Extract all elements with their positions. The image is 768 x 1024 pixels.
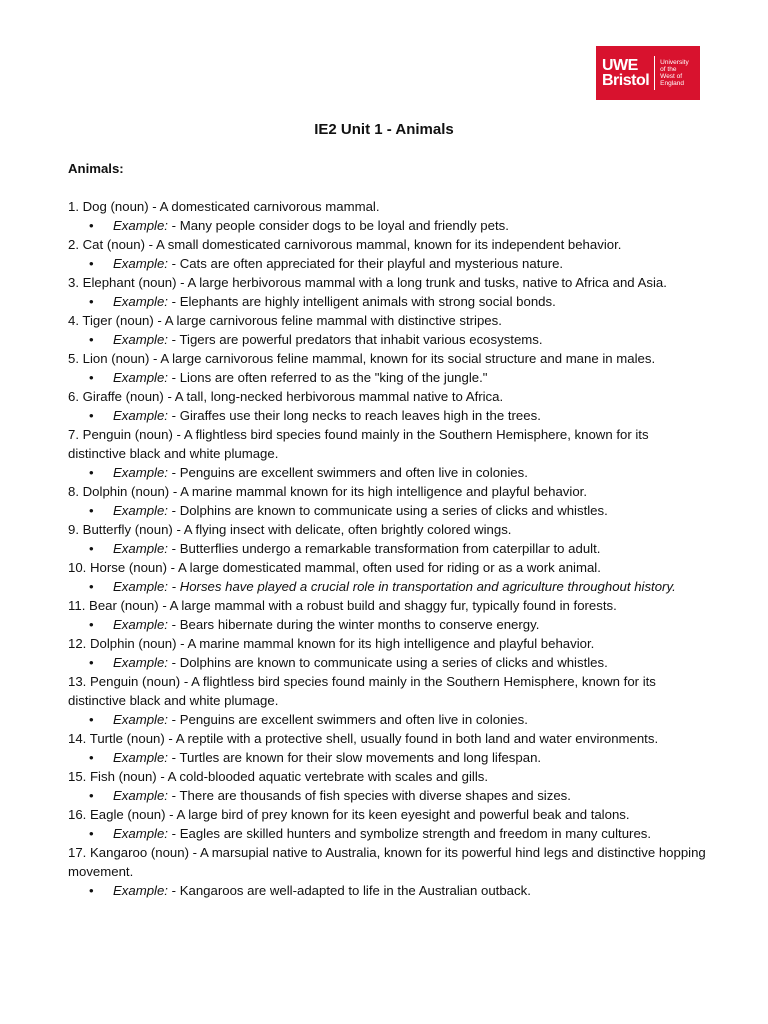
example-text: - Dolphins are known to communicate using a series of clicks and whistles. — [167, 655, 608, 670]
document-body — [68, 159, 708, 900]
list-item — [68, 235, 708, 273]
uwe-bristol-logo — [596, 46, 700, 100]
entry-example — [68, 254, 708, 273]
entry-example — [68, 216, 708, 235]
example-text: - Many people consider dogs to be loyal and friendly pets. — [167, 218, 509, 233]
entry-definition: 12. Dolphin (noun) - A marine mammal known for its high intelligence and playful behavior. — [68, 636, 595, 651]
example-text: - Cats are often appreciated for their playful and mysterious nature. — [167, 256, 564, 271]
list-item — [68, 634, 708, 672]
entry-list — [68, 197, 708, 900]
list-item — [68, 273, 708, 311]
entry-example — [68, 463, 708, 482]
list-item — [68, 349, 708, 387]
entry-example — [68, 539, 708, 558]
entry-definition: 4. Tiger (noun) - A large carnivorous feline mammal with distinctive stripes. — [68, 313, 502, 328]
entry-definition: 6. Giraffe (noun) - A tall, long-necked herbivorous mammal native to Africa. — [68, 389, 504, 404]
bullet-icon: • — [89, 503, 94, 518]
bullet-icon: • — [89, 408, 94, 423]
example-text: - Eagles are skilled hunters and symbolize strength and freedom in many cultures. — [167, 826, 652, 841]
entry-definition: 15. Fish (noun) - A cold-blooded aquatic vertebrate with scales and gills. — [68, 769, 489, 784]
bullet-icon: • — [89, 826, 94, 841]
entry-definition: 9. Butterfly (noun) - A flying insect with delicate, often brightly colored wings. — [68, 522, 512, 537]
entry-definition: 8. Dolphin (noun) - A marine mammal known for its high intelligence and playful behavior. — [68, 484, 587, 499]
bullet-icon: • — [89, 256, 94, 271]
list-item — [68, 729, 708, 767]
list-item — [68, 843, 708, 900]
example-text: - Butterflies undergo a remarkable transformation from caterpillar to adult. — [167, 541, 601, 556]
entry-example — [68, 577, 708, 596]
example-text: - There are thousands of fish species with diverse shapes and sizes. — [167, 788, 571, 803]
bullet-icon: • — [89, 788, 94, 803]
entry-definition: 1. Dog (noun) - A domesticated carnivorous mammal. — [68, 199, 380, 214]
example-label: Example: — [113, 712, 168, 727]
bullet-icon: • — [89, 750, 94, 765]
bullet-icon: • — [89, 370, 94, 385]
list-item — [68, 311, 708, 349]
example-label: Example: — [113, 655, 168, 670]
bullet-icon: • — [89, 465, 94, 480]
logo-university-name: University of the West of England — [660, 59, 689, 87]
example-label: Example: — [113, 256, 168, 271]
entry-example — [68, 406, 708, 425]
entry-definition: 11. Bear (noun) - A large mammal with a robust build and shaggy fur, typically found in forests. — [68, 598, 617, 613]
list-item — [68, 387, 708, 425]
entry-definition: 10. Horse (noun) - A large domesticated mammal, often used for riding or as a work animal. — [68, 560, 601, 575]
entry-example — [68, 653, 708, 672]
example-label: Example: — [113, 788, 168, 803]
list-item — [68, 197, 708, 235]
entry-definition: 7. Penguin (noun) - A flightless bird species found mainly in the Southern Hemisphere, known for its distinctive black and white plumage. — [68, 427, 649, 461]
list-item — [68, 425, 708, 482]
example-text: - Turtles are known for their slow movements and long lifespan. — [167, 750, 542, 765]
list-item — [68, 767, 708, 805]
example-text: - Penguins are excellent swimmers and often live in colonies. — [167, 712, 528, 727]
list-item — [68, 672, 708, 729]
section-heading: Animals: — [68, 161, 124, 176]
list-item — [68, 805, 708, 843]
example-text: - Lions are often referred to as the "king of the jungle." — [167, 370, 488, 385]
entry-example — [68, 368, 708, 387]
bullet-icon: • — [89, 218, 94, 233]
list-item — [68, 482, 708, 520]
example-label: Example: — [113, 826, 168, 841]
example-label: Example: — [113, 332, 168, 347]
entry-definition: 17. Kangaroo (noun) - A marsupial native to Australia, known for its powerful hind legs and distinctive hopping movement. — [68, 845, 706, 879]
bullet-icon: • — [89, 655, 94, 670]
bullet-icon: • — [89, 712, 94, 727]
entry-example — [68, 330, 708, 349]
example-label: Example: — [113, 617, 168, 632]
entry-definition: 5. Lion (noun) - A large carnivorous feline mammal, known for its social structure and mane in males. — [68, 351, 656, 366]
bullet-icon: • — [89, 541, 94, 556]
example-label: Example: — [113, 465, 168, 480]
bullet-icon: • — [89, 332, 94, 347]
example-label: Example: — [113, 370, 168, 385]
logo-divider — [654, 56, 655, 90]
entry-definition: 3. Elephant (noun) - A large herbivorous mammal with a long trunk and tusks, native to Africa and Asia. — [68, 275, 667, 290]
entry-definition: 16. Eagle (noun) - A large bird of prey known for its keen eyesight and powerful beak and talons. — [68, 807, 630, 822]
example-text: - Giraffes use their long necks to reach leaves high in the trees. — [167, 408, 541, 423]
entry-example — [68, 824, 708, 843]
example-text: - Penguins are excellent swimmers and often live in colonies. — [167, 465, 528, 480]
example-label: Example: — [113, 408, 168, 423]
entry-example — [68, 786, 708, 805]
example-label: Example: — [113, 218, 168, 233]
entry-example — [68, 501, 708, 520]
example-text: - Kangaroos are well-adapted to life in the Australian outback. — [167, 883, 531, 898]
example-label: Example: — [113, 541, 168, 556]
bullet-icon: • — [89, 617, 94, 632]
logo-wordmark: UWE Bristol — [602, 57, 650, 89]
bullet-icon: • — [89, 883, 94, 898]
entry-example — [68, 748, 708, 767]
bullet-icon: • — [89, 579, 94, 594]
entry-definition: 13. Penguin (noun) - A flightless bird species found mainly in the Southern Hemisphere, known for its distinctive black and white plumage. — [68, 674, 656, 708]
example-label: Example: — [113, 883, 168, 898]
entry-example — [68, 710, 708, 729]
example-label: Example: — [113, 579, 168, 594]
example-label: Example: — [113, 750, 168, 765]
bullet-icon: • — [89, 294, 94, 309]
list-item — [68, 596, 708, 634]
document-title: IE2 Unit 1 - Animals — [314, 121, 454, 138]
example-label: Example: — [113, 294, 168, 309]
list-item — [68, 558, 708, 596]
example-label: Example: — [113, 503, 168, 518]
list-item — [68, 520, 708, 558]
entry-definition: 14. Turtle (noun) - A reptile with a protective shell, usually found in both land and water environments. — [68, 731, 659, 746]
example-text: - Horses have played a crucial role in transportation and agriculture throughout history. — [167, 579, 676, 594]
example-text: - Dolphins are known to communicate using a series of clicks and whistles. — [167, 503, 608, 518]
entry-definition: 2. Cat (noun) - A small domesticated carnivorous mammal, known for its independent behavior. — [68, 237, 622, 252]
entry-example — [68, 881, 708, 900]
entry-example — [68, 615, 708, 634]
example-text: - Tigers are powerful predators that inhabit various ecosystems. — [167, 332, 543, 347]
example-text: - Elephants are highly intelligent animals with strong social bonds. — [167, 294, 556, 309]
example-text: - Bears hibernate during the winter months to conserve energy. — [167, 617, 540, 632]
entry-example — [68, 292, 708, 311]
